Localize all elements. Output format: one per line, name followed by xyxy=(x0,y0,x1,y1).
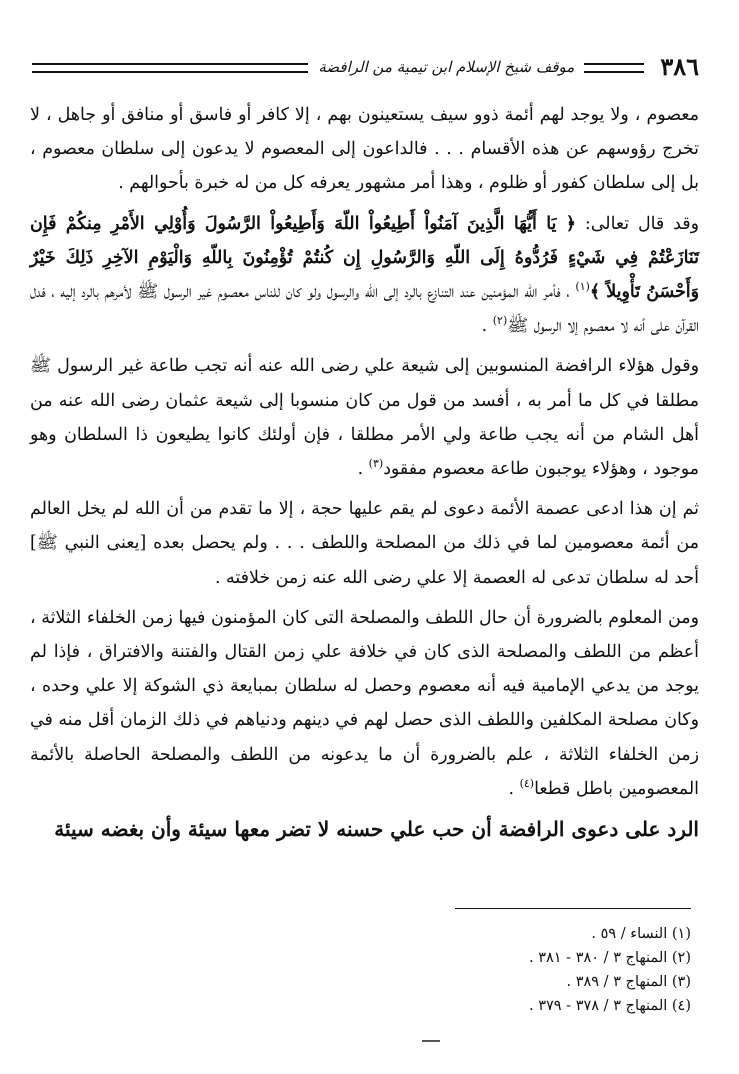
paragraph-2-intro: وقد قال تعالى: xyxy=(576,213,699,234)
footnotes xyxy=(529,922,691,1018)
paragraph-2-text: ، فأمر الله المؤمنين عند التنازع بالرد إلى الله والرسول ولو كان للناس معصوم غير الرسول ﷺ لأمرهم بالرد إليه ، فدل القرآن على أنه لا معصوم إلا الرسول ﷺ xyxy=(30,282,699,337)
paragraph-5-text: ومن المعلوم بالضرورة أن حال اللطف والمصلحة التى كان المؤمنون فيها زمن الخلفاء الثلاثة ، أعظم من اللطف والمصلحة الذى كان في خلافة علي زمن القتال والفتنة والافتراق ، فإذا لم يوجد من يدعي الإمامية فيه أنه معصوم وحصل له سلطان بمبايعة ذي الشوكة إلا علي وحده ، وكان مصلحة المكلفين واللطف الذى حصل لهم في دينهم ودنياهم في ذلك الزمان أقل منه في زمن الخلفاء الثلاثة ، علم بالضرورة أن ما يدعونه من اللطف والمصلحة الحاصلة بالأئمة المعصومين باطل قطعا xyxy=(30,607,699,799)
footnote-ref-4: (٤) xyxy=(519,777,535,791)
quran-verse: ﴿ يَا أَيُّهَا الَّذِينَ آمَنُواْ أَطِيعُواْ اللّهَ وَأَطِيعُواْ الرَّسُولَ وَأُوْلِي الأَمْرِ مِنكُمْ فَإِن تَنَازَعْتُمْ فِي شَيْءٍ فَرُدُّوهُ إِلَى اللّهِ وَالرَّسُولِ إِن كُنتُمْ تُؤْمِنُونَ بِاللّهِ وَالْيَوْمِ الآخِرِ ذَلِكَ خَيْرٌ وَأَحْسَنُ تَأْوِيلاً ﴾ xyxy=(30,213,699,303)
paragraph-5 xyxy=(30,601,699,806)
footnote-1: (١) النساء / ٥٩ . xyxy=(591,926,691,942)
footnote-ref-1: (١) xyxy=(575,280,590,294)
page-number: ٣٨٦ xyxy=(660,52,699,81)
section-heading: الرد على دعوى الرافضة أن حب علي حسنه لا تضر معها سيئة وأن بغضه سيئة xyxy=(54,817,699,842)
footnote-ref-2: (٢) xyxy=(492,314,508,328)
paragraph-4: ثم إن هذا ادعى عصمة الأئمة دعوى لم يقم عليها حجة ، إلا ما تقدم من أن الله لم يخل العالم من أئمة معصومين لما في ذلك من المصلحة واللطف . . . ولم يحصل بعده [يعنى النبي ﷺ] أحد له سلطان تدعى له العصمة إلا علي رضى الله عنه زمن خلافته . xyxy=(30,499,699,588)
footnote-4: (٤) المنهاج ٣ / ٣٧٨ - ٣٧٩ . xyxy=(528,998,691,1014)
paragraph-2-end: . xyxy=(481,316,493,337)
footnote-ref-3: (٣) xyxy=(368,457,384,471)
paragraph-3-end: . xyxy=(357,459,369,480)
paragraph-5-end: . xyxy=(508,778,520,799)
footnote-3: (٣) المنهاج ٣ / ٣٨٩ . xyxy=(566,974,691,990)
header-rule-left xyxy=(32,63,308,73)
page-body xyxy=(30,98,699,846)
paragraph-2 xyxy=(30,207,699,344)
running-title: موقف شيخ الإسلام ابن تيمية من الرافضة xyxy=(318,58,575,76)
header-rule-right xyxy=(584,63,644,73)
paragraph-3 xyxy=(30,349,699,486)
page-header xyxy=(26,52,699,82)
bottom-mark xyxy=(422,1040,440,1042)
paragraph-1: معصوم ، ولا يوجد لهم أئمة ذوو سيف يستعينون بهم ، إلا كافر أو فاسق أو منافق أو جاهل ، لا تخرج رؤوسهم عن هذه الأقسام . . . فالداعون إلى المعصوم لا يدعون إلى سلطان معصوم ، بل إلى سلطان كفور أو ظلوم ، وهذا أمر مشهور يعرفه كل من له خبرة بأحوالهم . xyxy=(30,105,699,194)
paragraph-3-text: وقول هؤلاء الرافضة المنسوبين إلى شيعة علي رضى الله عنه أنه تجب طاعة غير الرسول ﷺ مطلقا في كل ما أمر به ، أفسد من قول من كان منسوبا إلى شيعة عثمان رضى الله عنه من أهل الشام من أنه يجب طاعة ولي الأمر مطلقا ، فإن أولئك كانوا يطيعون ذا السلطان وهو موجود ، وهؤلاء يوجبون طاعة معصوم مفقود xyxy=(30,356,699,480)
footnote-separator xyxy=(455,908,691,909)
footnote-2: (٢) المنهاج ٣ / ٣٨٠ - ٣٨١ . xyxy=(528,950,691,966)
